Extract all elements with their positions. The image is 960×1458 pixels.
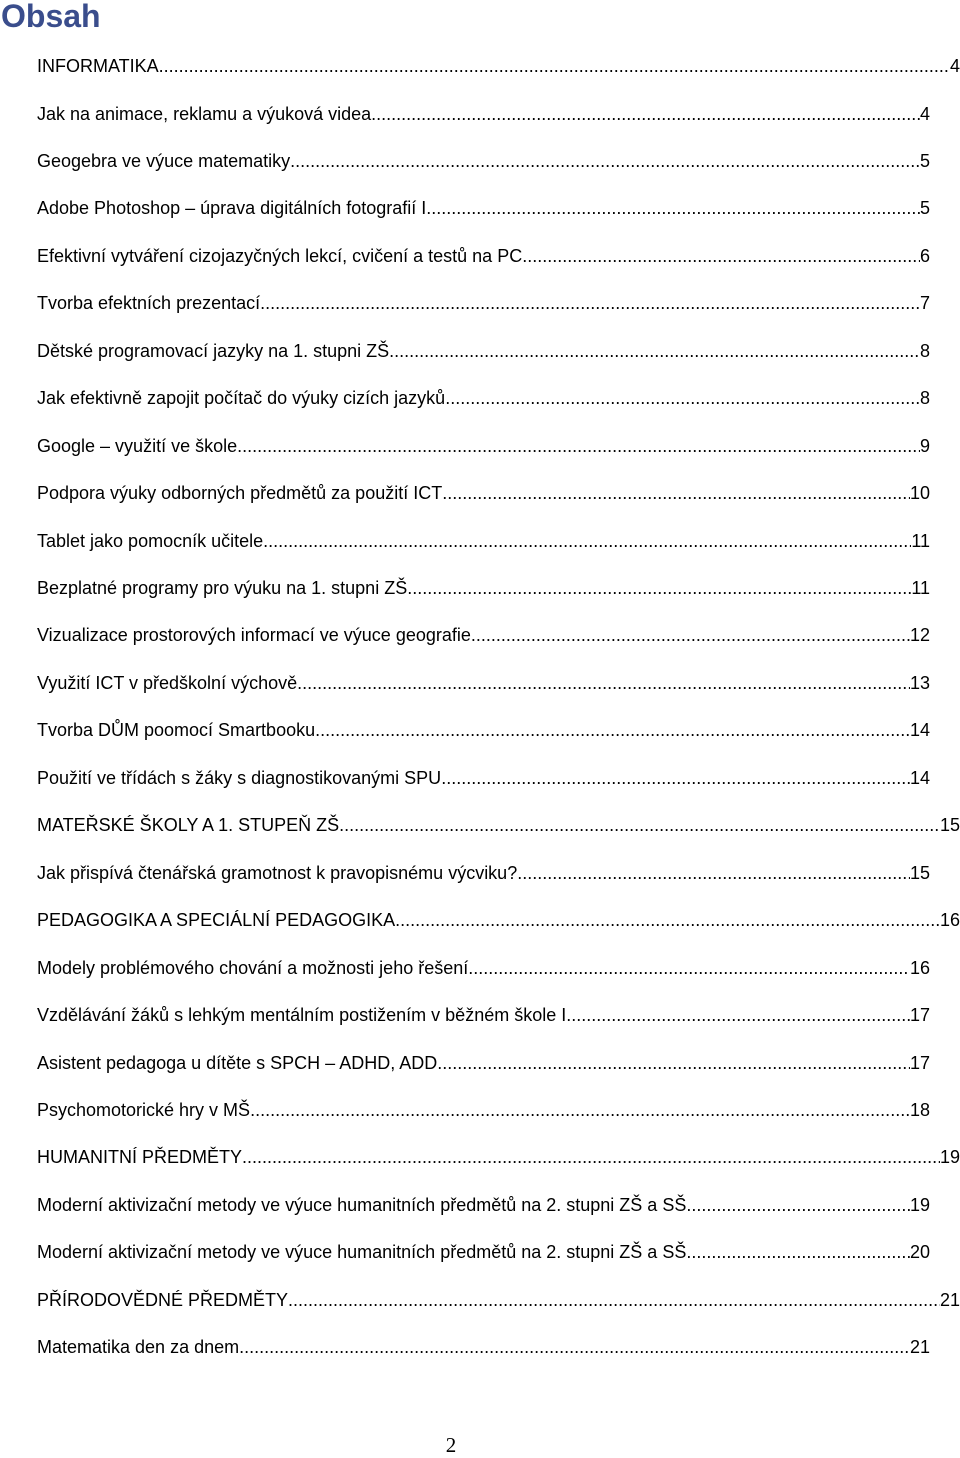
toc-entry-title: Vzdělávání žáků s lehkým mentálním postižením v běžném škole I. bbox=[37, 1005, 572, 1025]
toc-section-entry[interactable] bbox=[37, 53, 960, 79]
toc-entry-page: 15 bbox=[909, 862, 930, 883]
toc-entry[interactable] bbox=[37, 243, 930, 269]
toc-entry-page: 4 bbox=[919, 103, 930, 124]
dot-leader bbox=[263, 528, 911, 554]
dot-leader bbox=[315, 717, 910, 743]
toc-entry[interactable] bbox=[37, 528, 930, 554]
toc-entry-title: Geogebra ve výuce matematiky bbox=[37, 150, 291, 171]
toc-entry-page: 17 bbox=[909, 1052, 930, 1073]
toc-entry[interactable] bbox=[37, 1097, 930, 1123]
toc-entry[interactable] bbox=[37, 338, 930, 364]
toc-section-entry[interactable] bbox=[37, 1144, 960, 1170]
dot-leader bbox=[389, 338, 920, 364]
toc-entry[interactable] bbox=[37, 622, 930, 648]
toc-entry-title: Psychomotorické hry v MŠ bbox=[37, 1099, 251, 1120]
toc-section-entry[interactable] bbox=[37, 1287, 960, 1313]
dot-leader bbox=[442, 480, 910, 506]
toc-entry-title: Použití ve třídách s žáky s diagnostikovanými SPU bbox=[37, 767, 442, 788]
dot-leader bbox=[290, 148, 920, 174]
toc-entry-page: 8 bbox=[919, 340, 930, 361]
toc-entry-page: 19 bbox=[939, 1147, 960, 1168]
toc-entry-page: 16 bbox=[939, 910, 960, 931]
toc-entry-title: Tvorba efektních prezentací bbox=[37, 293, 261, 314]
dot-leader bbox=[686, 1239, 910, 1265]
toc-entry[interactable] bbox=[37, 385, 930, 411]
toc-entry-page: 21 bbox=[909, 1337, 930, 1358]
toc-entry-title: Moderní aktivizační metody ve výuce humanitních předmětů na 2. stupni ZŠ a SŠ bbox=[37, 1194, 687, 1215]
toc-entry-title: Efektivní vytváření cizojazyčných lekcí, cvičení a testů na PC bbox=[37, 245, 523, 266]
toc-entry[interactable] bbox=[37, 1334, 930, 1360]
toc-heading: Obsah bbox=[1, 0, 101, 34]
toc-entry-page: 12 bbox=[909, 625, 930, 646]
toc-entry-title: MATEŘSKÉ ŠKOLY A 1. STUPEŇ ZŠ bbox=[37, 815, 340, 836]
toc-entry-page: 9 bbox=[919, 435, 930, 456]
toc-entry-title: Dětské programovací jazyky na 1. stupni ZŠ bbox=[37, 340, 390, 361]
dot-leader bbox=[239, 1334, 910, 1360]
toc-entry[interactable] bbox=[37, 1002, 930, 1028]
dot-leader bbox=[395, 907, 940, 933]
toc-entry-page: 18 bbox=[909, 1099, 930, 1120]
dot-leader bbox=[522, 243, 920, 269]
dot-leader bbox=[159, 53, 950, 79]
dot-leader bbox=[431, 195, 920, 221]
toc-entry[interactable] bbox=[37, 480, 930, 506]
toc-entry-page: 5 bbox=[919, 198, 930, 219]
toc-entry[interactable] bbox=[37, 290, 930, 316]
toc-entry-page: 6 bbox=[919, 245, 930, 266]
dot-leader bbox=[250, 1097, 910, 1123]
toc-entry-title: Google – využití ve škole bbox=[37, 435, 238, 456]
toc-entry-page: 8 bbox=[919, 388, 930, 409]
dot-leader bbox=[237, 433, 920, 459]
toc-entry-page: 14 bbox=[909, 720, 930, 741]
toc-entry-page: 5 bbox=[919, 150, 930, 171]
toc-entry[interactable] bbox=[37, 1239, 930, 1265]
toc-entry-page: 11 bbox=[911, 578, 930, 598]
toc-section-entry[interactable] bbox=[37, 812, 960, 838]
toc-entry-title: Adobe Photoshop – úprava digitálních fotografií I. bbox=[37, 198, 432, 219]
toc-entry-page: 19 bbox=[909, 1194, 930, 1215]
dot-leader bbox=[468, 955, 910, 981]
toc-entry[interactable] bbox=[37, 575, 930, 601]
toc-entry-title: Jak na animace, reklamu a výuková videa bbox=[37, 103, 372, 124]
toc-entry[interactable] bbox=[37, 1192, 930, 1218]
toc-entry[interactable] bbox=[37, 101, 930, 127]
dot-leader bbox=[445, 385, 920, 411]
toc-entry-title: Tablet jako pomocník učitele bbox=[37, 530, 264, 551]
toc-entry[interactable] bbox=[37, 433, 930, 459]
dot-leader bbox=[339, 812, 940, 838]
dot-leader bbox=[260, 290, 920, 316]
toc-entry-title: HUMANITNÍ PŘEDMĚTY bbox=[37, 1147, 243, 1168]
toc-entry-title: Asistent pedagoga u dítěte s SPCH – ADHD, ADD bbox=[37, 1052, 438, 1073]
toc-entry-page: 17 bbox=[909, 1005, 930, 1025]
dot-leader bbox=[517, 860, 910, 886]
toc-entry-page: 14 bbox=[909, 767, 930, 788]
toc-entry[interactable] bbox=[37, 717, 930, 743]
toc-entry[interactable] bbox=[37, 670, 930, 696]
toc-entry-page: 15 bbox=[939, 815, 960, 836]
toc-entry-page: 13 bbox=[909, 672, 930, 693]
toc-entry[interactable] bbox=[37, 195, 930, 221]
toc-entry-title: INFORMATIKA bbox=[37, 56, 159, 76]
toc-entry[interactable] bbox=[37, 1050, 930, 1076]
toc-entry-title: Modely problémového chování a možnosti jeho řešení bbox=[37, 957, 469, 978]
dot-leader bbox=[471, 622, 910, 648]
toc-entry[interactable] bbox=[37, 955, 930, 981]
toc-entry-page: 10 bbox=[909, 483, 930, 504]
toc-entry-title: Moderní aktivizační metody ve výuce humanitních předmětů na 2. stupni ZŠ a SŠ bbox=[37, 1242, 687, 1263]
toc-entry-title: Jak přispívá čtenářská gramotnost k pravopisnému výcviku? bbox=[37, 862, 518, 883]
dot-leader bbox=[288, 1287, 940, 1313]
page-number: 2 bbox=[445, 1433, 457, 1457]
toc-entry-page: 20 bbox=[909, 1242, 930, 1263]
toc-entry-title: Tvorba DŮM poomocí Smartbooku bbox=[37, 720, 316, 741]
toc-entry-title: Jak efektivně zapojit počítač do výuky cizích jazyků bbox=[37, 388, 446, 409]
dot-leader bbox=[297, 670, 910, 696]
dot-leader bbox=[242, 1144, 940, 1170]
dot-leader bbox=[407, 575, 911, 601]
toc-entry[interactable] bbox=[37, 860, 930, 886]
toc-entry-title: Podpora výuky odborných předmětů za použití ICT bbox=[37, 483, 443, 504]
dot-leader bbox=[371, 101, 920, 127]
toc-entry[interactable] bbox=[37, 148, 930, 174]
dot-leader bbox=[437, 1050, 910, 1076]
toc-section-entry[interactable] bbox=[37, 907, 960, 933]
toc-entry-title: Bezplatné programy pro výuku na 1. stupni ZŠ bbox=[37, 578, 408, 598]
toc-entry-page: 16 bbox=[909, 957, 930, 978]
dot-leader bbox=[571, 1002, 910, 1028]
toc-entry-title: PEDAGOGIKA A SPECIÁLNÍ PEDAGOGIKA bbox=[37, 910, 396, 931]
dot-leader bbox=[686, 1192, 910, 1218]
toc-entry-title: PŘÍRODOVĚDNÉ PŘEDMĚTY bbox=[37, 1289, 289, 1310]
toc-entry[interactable] bbox=[37, 765, 930, 791]
dot-leader bbox=[441, 765, 910, 791]
toc-entry-title: Matematika den za dnem bbox=[37, 1337, 240, 1358]
toc-entry-page: 4 bbox=[949, 56, 960, 76]
toc-entry-page: 21 bbox=[939, 1289, 960, 1310]
toc-entry-page: 7 bbox=[919, 293, 930, 314]
toc-entry-title: Vizualizace prostorových informací ve výuce geografie bbox=[37, 625, 471, 646]
toc-entry-title: Využití ICT v předškolní výchově bbox=[37, 672, 298, 693]
toc-entry-page: 11 bbox=[911, 530, 930, 551]
